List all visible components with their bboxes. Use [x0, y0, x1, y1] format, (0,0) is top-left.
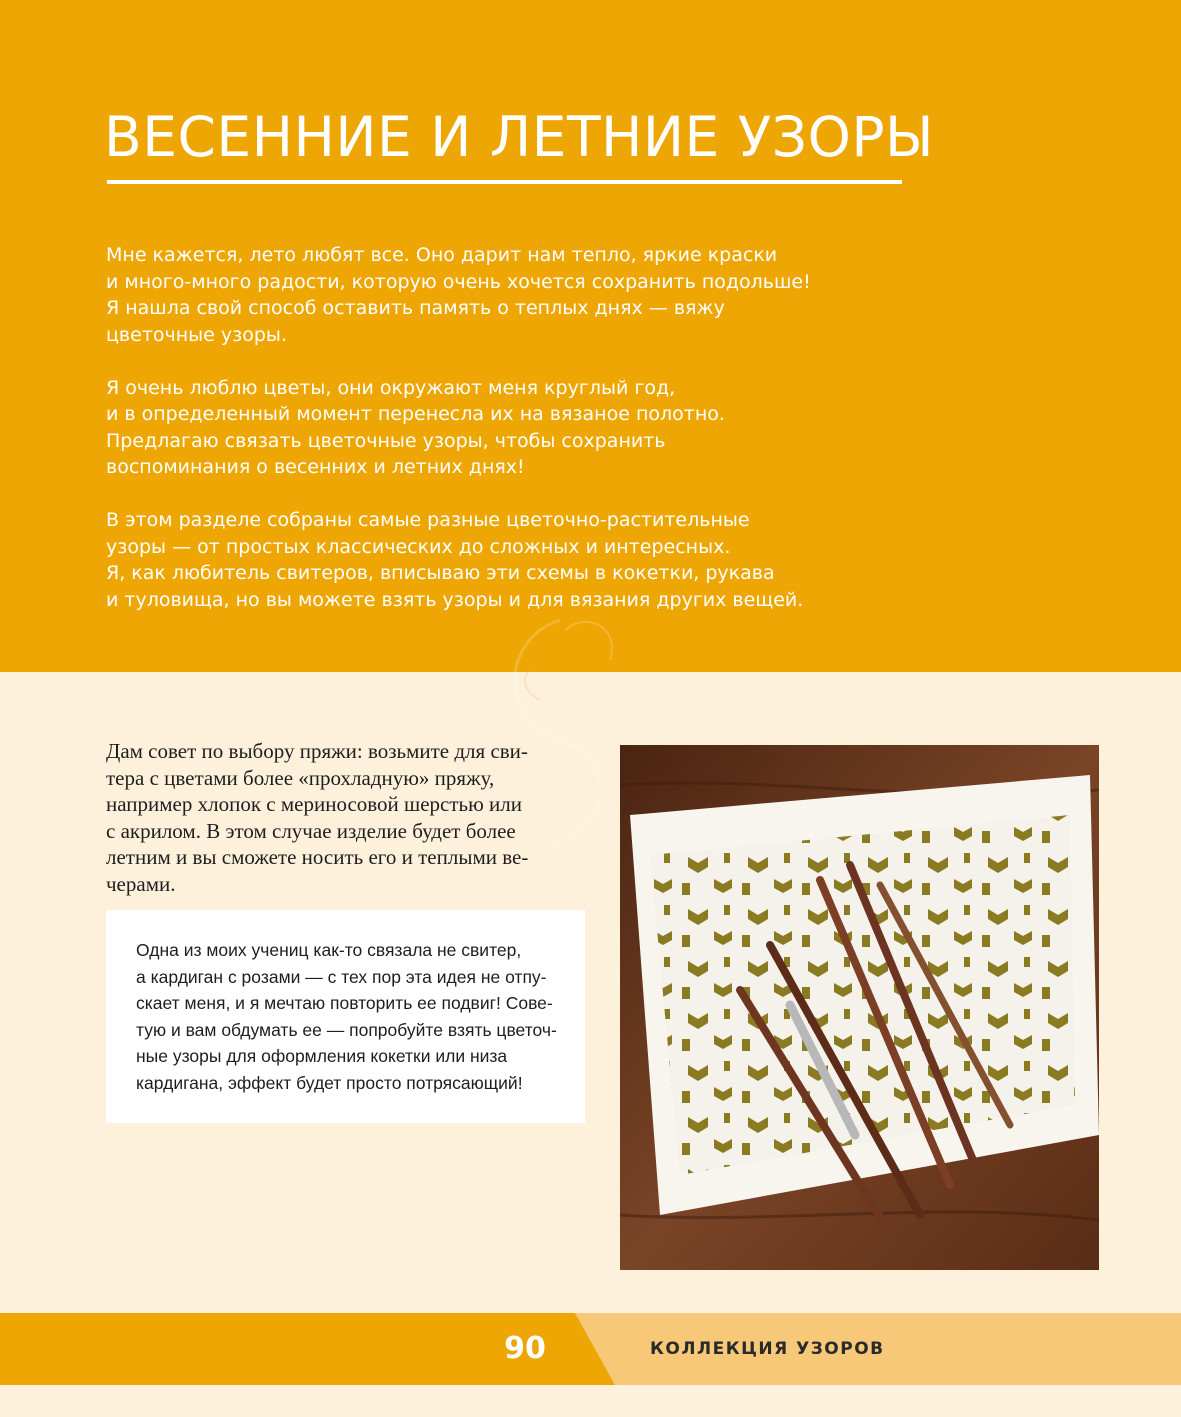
intro-paragraph-3: В этом разделе собраны самые разные цветочно-растительные узоры — от простых классических до сложных и интересных. Я, как любитель свитеров, вписываю эти схемы в кокетки, рукава и туловища, но вы можете взять узоры и для вязания других вещей.	[106, 509, 804, 611]
section-name: КОЛЛЕКЦИЯ УЗОРОВ	[650, 1339, 885, 1359]
intro-paragraph-2: Я очень люблю цветы, они окружают меня круглый год, и в определенный момент перенесла их на вязаное полотно. Предлагаю связать цветочные узоры, чтобы сохранить воспоминания о весенних и летних днях!	[106, 376, 725, 478]
yarn-advice-text: Дам совет по выбору пряжи: возьмите для сви- тера с цветами более «прохладную» пряжу, например хлопок с мериносовой шерстью или с акрилом. В этом случае изделие будет более летним и вы сможете носить его и теплыми ве- черами.	[106, 739, 529, 896]
tip-box	[106, 910, 585, 1123]
tip-text: Одна из моих учениц как-то связала не свитер, а кардиган с розами — с тех пор эта идея не отпу- скает меня, и я мечтаю повторить ее подвиг! Сове- тую и вам обдумать ее — попробуйте взять цветоч- ные узоры для оформления кокетки или низа кардигана, эффект будет просто потрясающий!	[136, 940, 557, 1093]
title-underline	[107, 180, 902, 184]
intro-text	[106, 242, 866, 640]
intro-paragraph-1: Мне кажется, лето любят все. Оно дарит нам тепло, яркие краски и много-много радости, которую очень хочется сохранить подольше! Я нашла свой способ оставить память о теплых днях — вяжу цветочные узоры.	[106, 244, 811, 346]
page-number: 90	[504, 1331, 546, 1366]
page-title: ВЕСЕННИЕ И ЛЕТНИЕ УЗОРЫ	[104, 105, 935, 169]
footer-chevron-icon	[565, 1313, 645, 1385]
knitting-photo	[620, 745, 1099, 1270]
